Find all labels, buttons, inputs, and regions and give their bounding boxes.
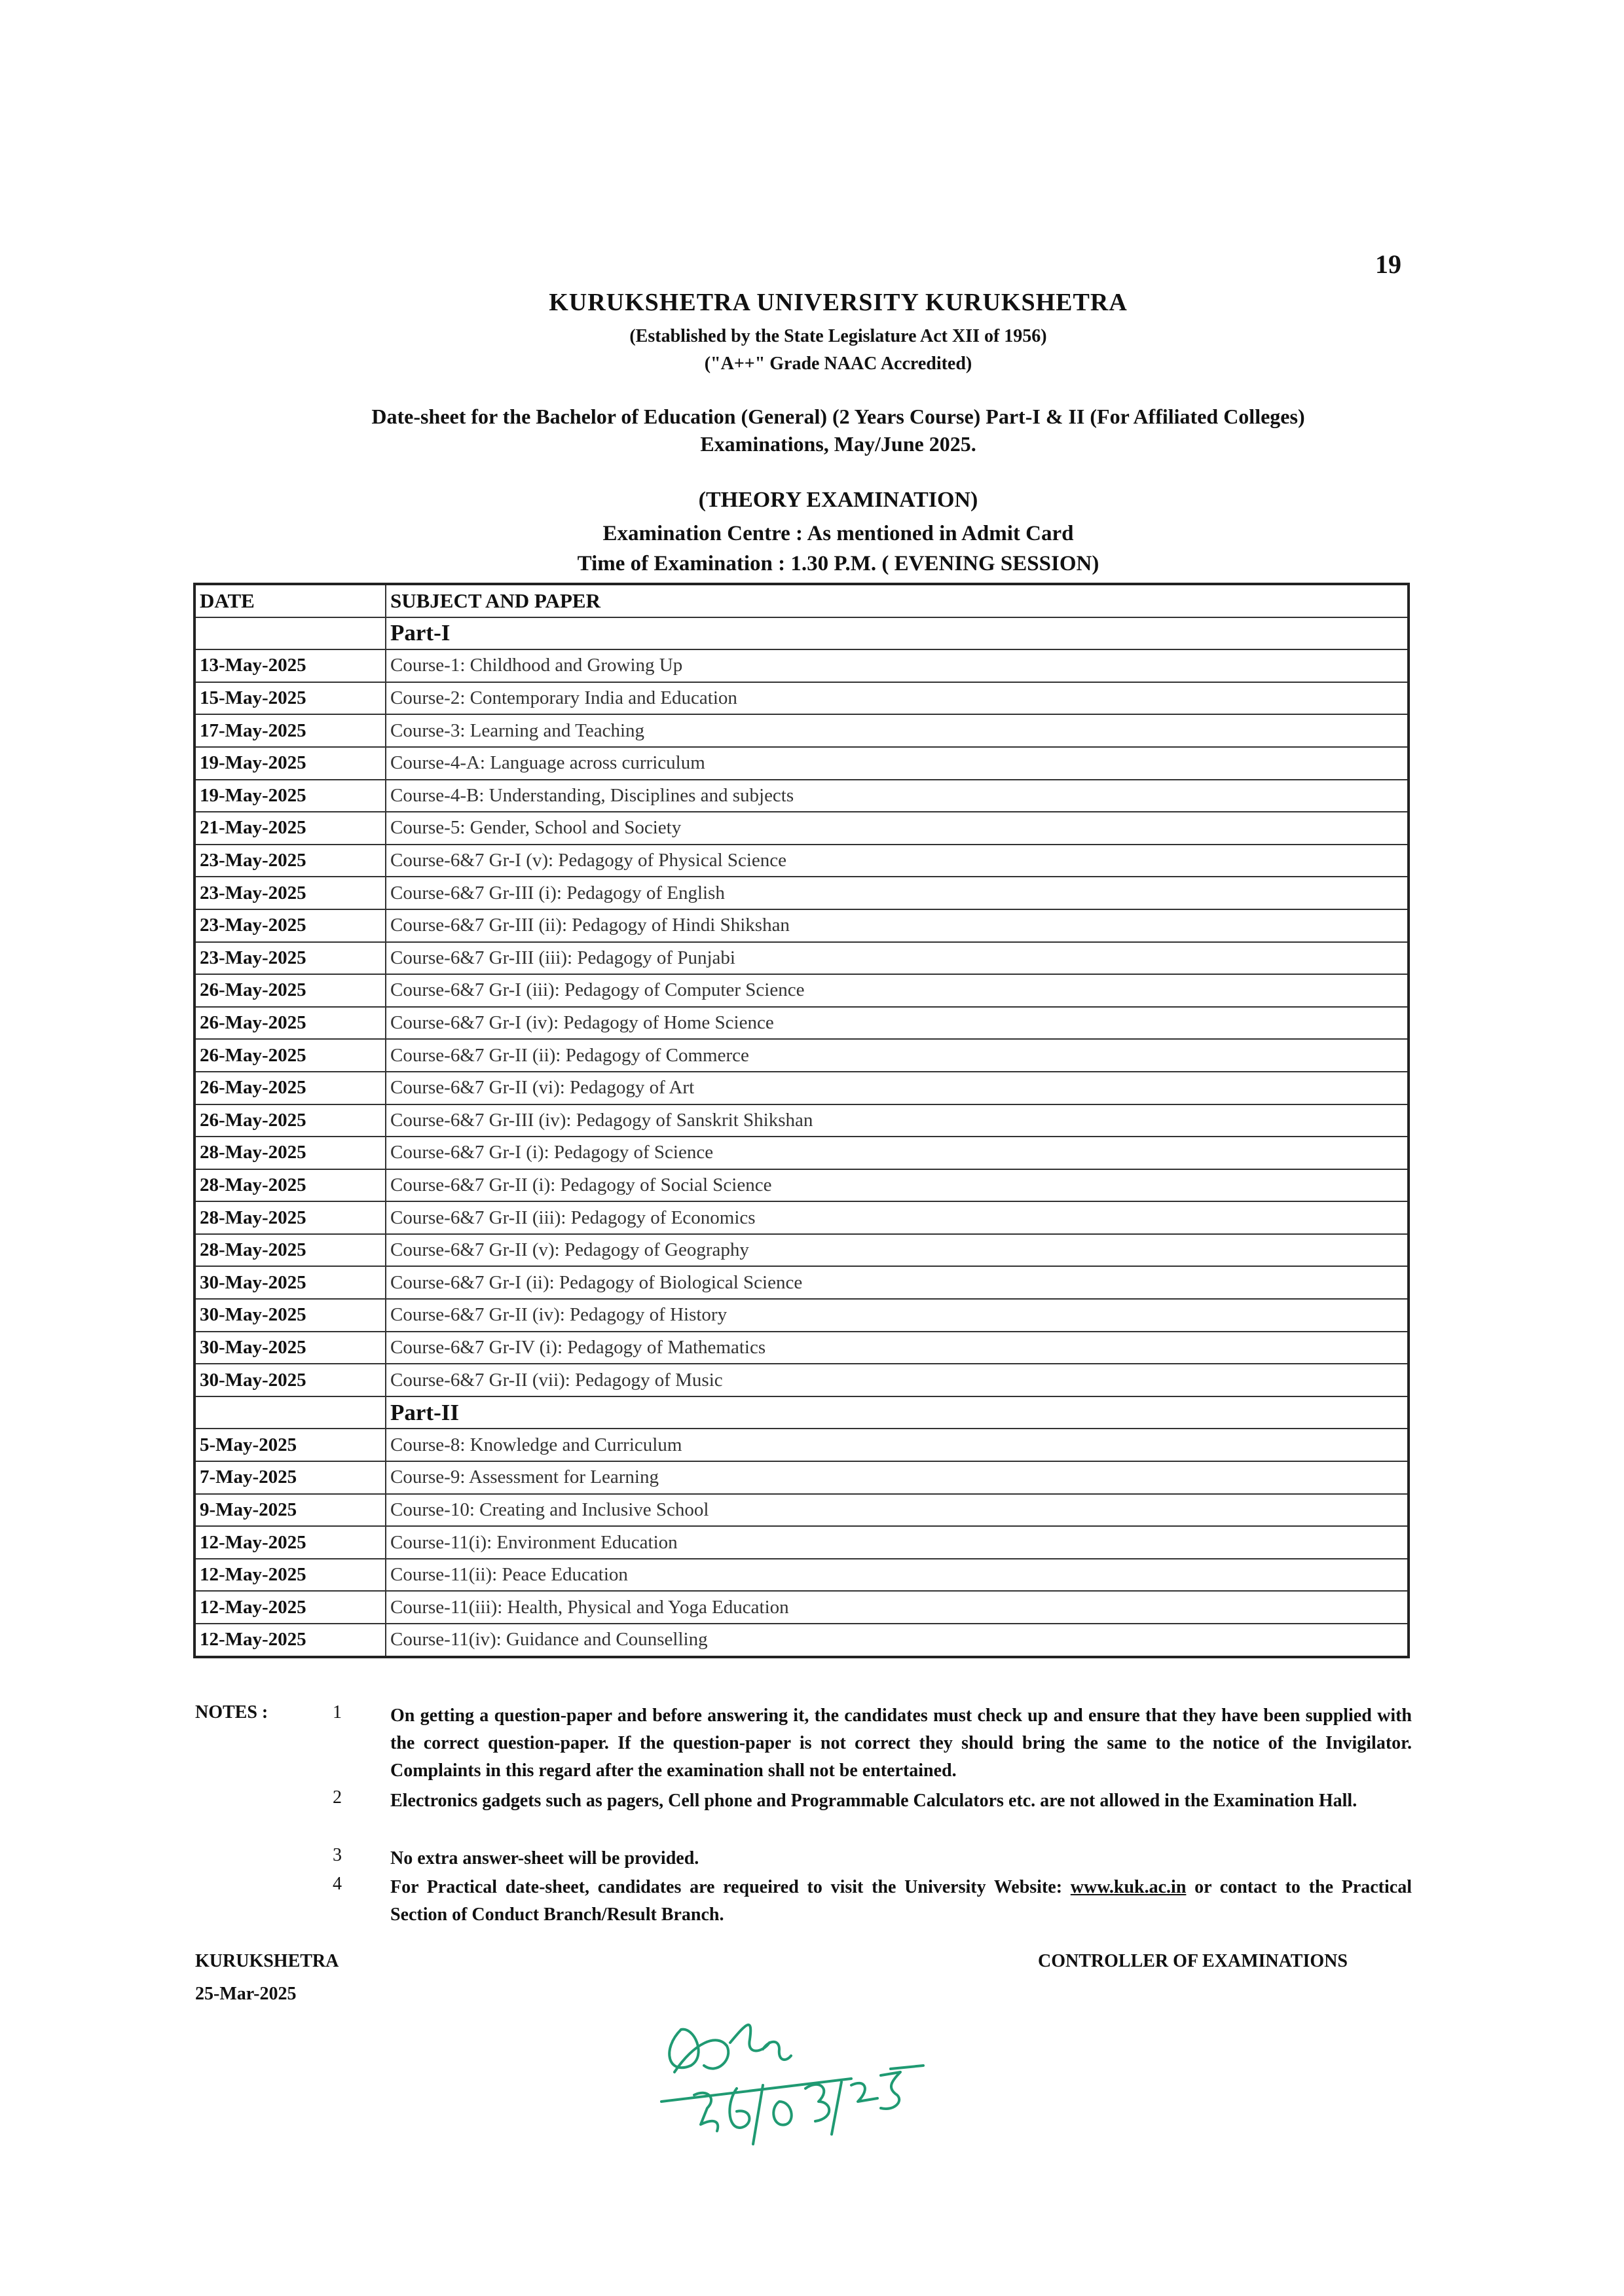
note-number: 4 bbox=[333, 1874, 342, 1894]
table-row bbox=[194, 1201, 1409, 1234]
table-row bbox=[194, 1461, 1409, 1494]
subject-paper: Course-9: Assessment for Learning bbox=[386, 1461, 1409, 1494]
table-row bbox=[194, 1332, 1409, 1364]
issue-date: 25-Mar-2025 bbox=[195, 1984, 297, 2004]
notes-label: NOTES : bbox=[195, 1702, 268, 1722]
subject-paper: Course-6&7 Gr-II (v): Pedagogy of Geography bbox=[386, 1234, 1409, 1267]
subject-paper: Course-4-A: Language across curriculum bbox=[386, 747, 1409, 780]
subject-paper: Course-3: Learning and Teaching bbox=[386, 714, 1409, 747]
table-row bbox=[194, 1526, 1409, 1559]
table-row bbox=[194, 1234, 1409, 1267]
exam-date: 23-May-2025 bbox=[194, 845, 386, 877]
handwritten-signature bbox=[655, 2003, 930, 2154]
table-row bbox=[194, 942, 1409, 975]
subject-paper: Course-6&7 Gr-II (ii): Pedagogy of Commerce bbox=[386, 1039, 1409, 1072]
datesheet-table bbox=[193, 583, 1410, 1658]
subject-paper: Course-6&7 Gr-II (vi): Pedagogy of Art bbox=[386, 1072, 1409, 1104]
exam-date: 21-May-2025 bbox=[194, 812, 386, 845]
table-row bbox=[194, 1591, 1409, 1624]
exam-date: 13-May-2025 bbox=[194, 649, 386, 682]
exam-date: 30-May-2025 bbox=[194, 1266, 386, 1299]
note-text bbox=[390, 1874, 1412, 1929]
table-row bbox=[194, 714, 1409, 747]
subject-paper: Course-8: Knowledge and Curriculum bbox=[386, 1429, 1409, 1461]
note-text: On getting a question-paper and before answering it, the candidates must check up and ensure that they have been supplied with the correct question-paper. If the question-paper is not correct they should bring the same to the notice of the Invigilator. Complaints in this regard after the examination shall not be entertained. bbox=[390, 1705, 1412, 1781]
table-row bbox=[194, 909, 1409, 942]
exam-date: 7-May-2025 bbox=[194, 1461, 386, 1494]
subject-paper: Course-6&7 Gr-II (vii): Pedagogy of Music bbox=[386, 1364, 1409, 1396]
exam-date: 19-May-2025 bbox=[194, 780, 386, 812]
exam-date: 12-May-2025 bbox=[194, 1591, 386, 1624]
exam-date: 28-May-2025 bbox=[194, 1201, 386, 1234]
subject-paper: Course-1: Childhood and Growing Up bbox=[386, 649, 1409, 682]
exam-date: 30-May-2025 bbox=[194, 1299, 386, 1332]
datesheet-title-line1: Date-sheet for the Bachelor of Education (General) (2 Years Course) Part-I & II (For Affiliated Colleges) bbox=[371, 405, 1305, 428]
subject-paper: Course-6&7 Gr-I (v): Pedagogy of Physical Science bbox=[386, 845, 1409, 877]
table-header-row bbox=[194, 584, 1409, 617]
subject-paper: Course-11(iii): Health, Physical and Yoga Education bbox=[386, 1591, 1409, 1624]
subject-paper: Course-6&7 Gr-I (i): Pedagogy of Science bbox=[386, 1137, 1409, 1169]
table-row bbox=[194, 1429, 1409, 1461]
subject-paper: Course-6&7 Gr-I (ii): Pedagogy of Biological Science bbox=[386, 1266, 1409, 1299]
table-row bbox=[194, 780, 1409, 812]
note-text-before: For Practical date-sheet, candidates are requeired to visit the University Website: bbox=[390, 1877, 1071, 1897]
subject-paper: Course-2: Contemporary India and Education bbox=[386, 682, 1409, 715]
note-number: 2 bbox=[333, 1787, 342, 1808]
exam-date: 19-May-2025 bbox=[194, 747, 386, 780]
university-website-link[interactable]: www.kuk.ac.in bbox=[1070, 1877, 1187, 1897]
table-row bbox=[194, 877, 1409, 909]
subject-paper: Course-4-B: Understanding, Disciplines and subjects bbox=[386, 780, 1409, 812]
part-header-row bbox=[194, 1396, 1409, 1429]
part-header-row bbox=[194, 617, 1409, 650]
exam-date: 28-May-2025 bbox=[194, 1137, 386, 1169]
exam-date: 26-May-2025 bbox=[194, 1072, 386, 1104]
exam-date: 12-May-2025 bbox=[194, 1624, 386, 1657]
subject-paper: Course-6&7 Gr-III (iii): Pedagogy of Punjabi bbox=[386, 942, 1409, 975]
exam-centre: Examination Centre : As mentioned in Admit Card bbox=[602, 522, 1074, 545]
table-row bbox=[194, 1494, 1409, 1527]
note-text: No extra answer-sheet will be provided. bbox=[390, 1848, 699, 1868]
exam-date: 30-May-2025 bbox=[194, 1364, 386, 1396]
university-name: KURUKSHETRA UNIVERSITY KURUKSHETRA bbox=[549, 289, 1128, 316]
exam-date: 28-May-2025 bbox=[194, 1234, 386, 1267]
note-number: 1 bbox=[333, 1702, 342, 1722]
table-row bbox=[194, 682, 1409, 715]
exam-date: 28-May-2025 bbox=[194, 1169, 386, 1202]
note-text-after: or contact to the Practical Section of Conduct Branch/Result Branch. bbox=[390, 1877, 1412, 1925]
subject-paper: Course-11(i): Environment Education bbox=[386, 1526, 1409, 1559]
exam-date: 23-May-2025 bbox=[194, 877, 386, 909]
issue-place: KURUKSHETRA bbox=[195, 1951, 339, 1971]
subject-paper: Course-10: Creating and Inclusive School bbox=[386, 1494, 1409, 1527]
exam-date: 26-May-2025 bbox=[194, 1007, 386, 1040]
subject-paper: Course-11(ii): Peace Education bbox=[386, 1559, 1409, 1592]
subject-paper: Course-5: Gender, School and Society bbox=[386, 812, 1409, 845]
table-row bbox=[194, 1299, 1409, 1332]
table-row bbox=[194, 1007, 1409, 1040]
exam-date: 9-May-2025 bbox=[194, 1494, 386, 1527]
subject-paper: Course-6&7 Gr-III (ii): Pedagogy of Hindi Shikshan bbox=[386, 909, 1409, 942]
exam-date: 23-May-2025 bbox=[194, 909, 386, 942]
table-row bbox=[194, 1072, 1409, 1104]
table-row bbox=[194, 1104, 1409, 1137]
date-column-header: DATE bbox=[194, 584, 386, 617]
table-row bbox=[194, 1169, 1409, 1202]
exam-date: 23-May-2025 bbox=[194, 942, 386, 975]
table-row bbox=[194, 649, 1409, 682]
exam-date: 12-May-2025 bbox=[194, 1526, 386, 1559]
subject-paper: Course-6&7 Gr-II (iv): Pedagogy of History bbox=[386, 1299, 1409, 1332]
page-number: 19 bbox=[1375, 249, 1401, 279]
note-number: 3 bbox=[333, 1845, 342, 1865]
subject-paper: Course-11(iv): Guidance and Counselling bbox=[386, 1624, 1409, 1657]
exam-time: Time of Examination : 1.30 P.M. ( EVENING SESSION) bbox=[577, 552, 1099, 575]
exam-date: 5-May-2025 bbox=[194, 1429, 386, 1461]
subject-paper: Course-6&7 Gr-I (iv): Pedagogy of Home Science bbox=[386, 1007, 1409, 1040]
table-row bbox=[194, 845, 1409, 877]
table-row bbox=[194, 1624, 1409, 1657]
note-text: Electronics gadgets such as pagers, Cell phone and Programmable Calculators etc. are not allowed in the Examination Hall. bbox=[390, 1791, 1357, 1811]
exam-type: (THEORY EXAMINATION) bbox=[698, 488, 978, 512]
exam-date: 26-May-2025 bbox=[194, 1104, 386, 1137]
exam-date: 26-May-2025 bbox=[194, 974, 386, 1007]
table-row bbox=[194, 1559, 1409, 1592]
table-row bbox=[194, 747, 1409, 780]
table-row bbox=[194, 1364, 1409, 1396]
subject-paper: Course-6&7 Gr-II (iii): Pedagogy of Economics bbox=[386, 1201, 1409, 1234]
exam-date: 15-May-2025 bbox=[194, 682, 386, 715]
subject-paper: Course-6&7 Gr-IV (i): Pedagogy of Mathematics bbox=[386, 1332, 1409, 1364]
table-row bbox=[194, 812, 1409, 845]
exam-date: 12-May-2025 bbox=[194, 1559, 386, 1592]
exam-date: 30-May-2025 bbox=[194, 1332, 386, 1364]
table-row bbox=[194, 1137, 1409, 1169]
exam-date: 17-May-2025 bbox=[194, 714, 386, 747]
empty-date-cell bbox=[194, 617, 386, 650]
accreditation-line: ("A++" Grade NAAC Accredited) bbox=[704, 354, 972, 374]
subject-paper: Course-6&7 Gr-II (i): Pedagogy of Social Science bbox=[386, 1169, 1409, 1202]
part-label: Part-II bbox=[386, 1396, 1409, 1429]
controller-designation: CONTROLLER OF EXAMINATIONS bbox=[1038, 1951, 1348, 1971]
datesheet-title-line2: Examinations, May/June 2025. bbox=[700, 432, 976, 456]
part-label: Part-I bbox=[386, 617, 1409, 650]
table-row bbox=[194, 1266, 1409, 1299]
establishment-line: (Established by the State Legislature Act XII of 1956) bbox=[629, 326, 1047, 346]
subject-paper: Course-6&7 Gr-III (iv): Pedagogy of Sanskrit Shikshan bbox=[386, 1104, 1409, 1137]
table-row bbox=[194, 974, 1409, 1007]
empty-date-cell bbox=[194, 1396, 386, 1429]
subject-column-header: SUBJECT AND PAPER bbox=[386, 584, 1409, 617]
exam-date: 26-May-2025 bbox=[194, 1039, 386, 1072]
table-row bbox=[194, 1039, 1409, 1072]
subject-paper: Course-6&7 Gr-I (iii): Pedagogy of Computer Science bbox=[386, 974, 1409, 1007]
subject-paper: Course-6&7 Gr-III (i): Pedagogy of English bbox=[386, 877, 1409, 909]
